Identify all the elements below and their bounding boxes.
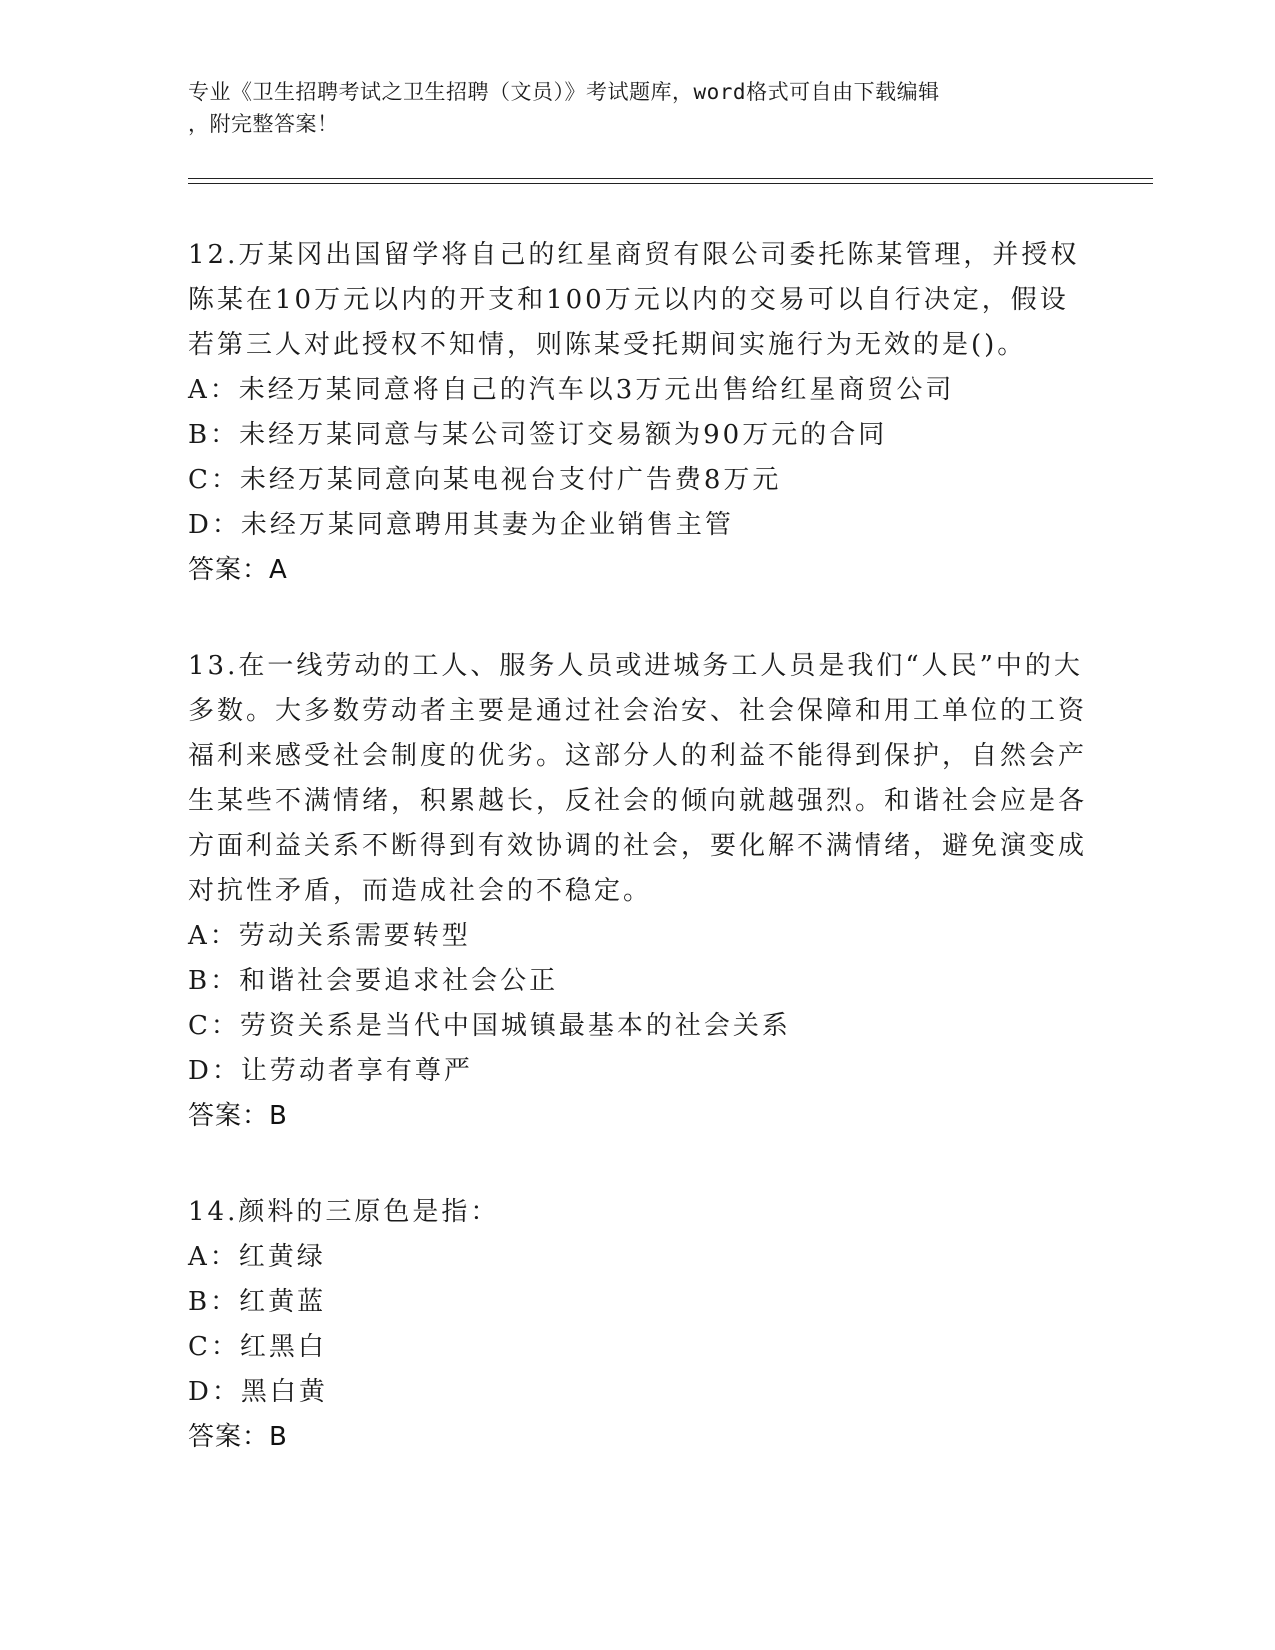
question-stem: 13.在一线劳动的工人、服务人员或进城务工人员是我们“人民”中的大多数。大多数劳动者主要是通过社会治安、社会保障和用工单位的工资福利来感受社会制度的优劣。这部分人的利益不能得到保护，自然会产生某些不满情绪，积累越长，反社会的倾向就越强烈。和谐社会应是各方面利益关系不断得到有效协调的社会，要化解不满情绪，避免演变成对抗性矛盾，而造成社会的不稳定。	[188, 651, 1088, 906]
option-a: A：红黄绿	[188, 1242, 326, 1272]
document-header	[188, 76, 1088, 140]
option-d: D：黑白黄	[188, 1377, 328, 1407]
option-b: B：红黄蓝	[188, 1287, 327, 1317]
question-stem: 14.颜料的三原色是指：	[188, 1197, 500, 1227]
option-a: A：未经万某同意将自己的汽车以3万元出售给红星商贸公司	[188, 375, 955, 405]
option-c: C：劳资关系是当代中国城镇最基本的社会关系	[188, 1011, 791, 1041]
header-divider-top	[188, 178, 1153, 179]
option-b: B：和谐社会要追求社会公正	[188, 966, 559, 996]
header-line-2: ，附完整答案！	[188, 112, 339, 136]
question-stem: 12.万某冈出国留学将自己的红星商贸有限公司委托陈某管理，并授权陈某在10万元以内的开支和100万元以内的交易可以自行决定，假设若第三人对此授权不知情，则陈某受托期间实施行为无效的是()。	[188, 240, 1080, 360]
header-line-1: 专业《卫生招聘考试之卫生招聘（文员）》考试题库，word格式可自由下载编辑	[188, 80, 940, 104]
answer: 答案：B	[188, 1422, 288, 1452]
answer: 答案：A	[188, 555, 288, 585]
option-d: D：未经万某同意聘用其妻为企业销售主管	[188, 510, 734, 540]
question-12	[188, 233, 1088, 593]
option-b: B：未经万某同意与某公司签订交易额为90万元的合同	[188, 420, 888, 450]
option-d: D：让劳动者享有尊严	[188, 1056, 473, 1086]
option-c: C：红黑白	[188, 1332, 327, 1362]
question-14	[188, 1190, 1088, 1460]
question-13	[188, 644, 1088, 1139]
header-divider-bottom	[188, 183, 1153, 184]
option-a: A：劳动关系需要转型	[188, 921, 471, 951]
answer: 答案：B	[188, 1101, 288, 1131]
option-c: C：未经万某同意向某电视台支付广告费8万元	[188, 465, 782, 495]
